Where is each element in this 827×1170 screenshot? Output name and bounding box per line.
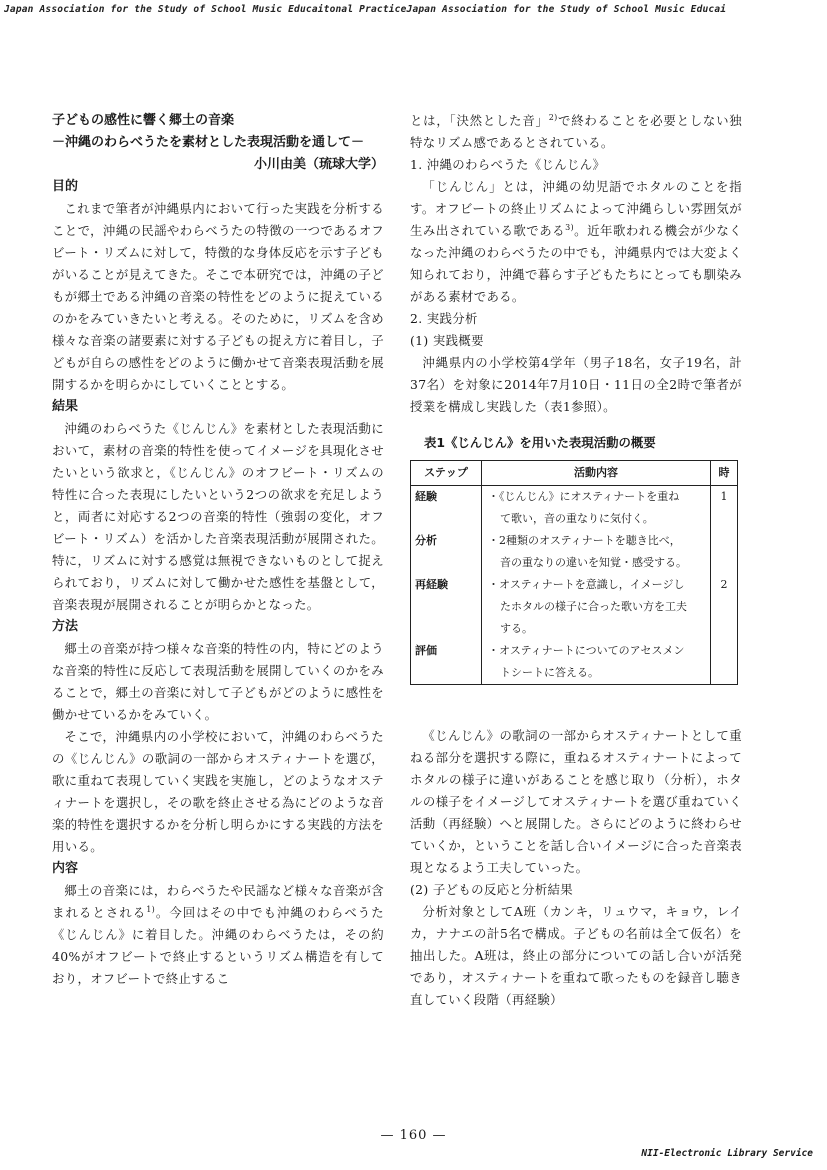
table-cell-step: 再経験 [411,574,482,640]
section-1-paragraph [410,176,742,308]
activity-line: ・オスティナートについてのアセスメン [488,644,685,657]
purpose-heading: 目的 [52,179,79,194]
table-cell-hours [711,640,738,685]
content-text-a: 郷土の音楽には，わらべうたや民謡など様々な音楽が含まれるとされる [52,883,384,920]
results-paragraph: 沖縄のわらべうた《じんじん》を素材とした表現活動において，素材の音楽的特性を使ってイメージを具現化させたいという欲求と，《じんじん》のオフビート・リズムの特性に合った表現にしたいという2つの欲求を充足しようと，両者に対応する2つの音楽的特性（強弱の変化，オフビート・リズム）を活かした音楽表現活動が展開された。特に，リズムに対する感覚は無視できないものとして捉えられており，リズムに対して働かせた感性を基盤として，音楽表現が展開されることが明らかとなった。 [52,421,384,612]
activity-line: ・2種類のオスティナートを聴き比べ， [488,534,681,547]
table-cell-hours: 2 [720,578,728,591]
activity-line: 音の重なりの違いを知覚・感受する。 [500,556,687,569]
footnote-ref-1: 1) [146,904,156,914]
table-header-hours: 時 [711,461,738,486]
table-header-step: ステップ [411,461,482,486]
subsection-2-heading: (2) 子どもの反応と分析結果 [410,882,574,897]
subsection-1-paragraph: 沖縄県内の小学校第4学年（男子18名，女子19名，計37名）を対象に2014年7月10日・11日の全2時で筆者が授業を構成し実践した（表1参照）。 [410,355,742,414]
footnote-ref-3: 3) [565,222,574,232]
section-2-heading: 2. 実践分析 [410,311,478,326]
table-header-row [411,461,738,486]
activity-line: する。 [500,622,533,635]
table-row [411,640,738,685]
continued-paragraph [410,110,742,154]
author-affiliation: 小川由美（琉球大学） [253,157,384,172]
after-table-paragraph: 《じんじん》の歌詞の一部からオスティナートとして重ねる部分を選択する際に，重ねるオスティナートによってホタルの様子に違いがあることを感じ取り（分析），ホタルの様子をイメージしてオスティナートを選び重ねていく活動（再経験）へと展開した。さらにどのように終わらせていくか，ということを話し合いイメージに合った音楽表現となるよう工夫していった。 [410,728,742,875]
section-1-text-a: 「じんじん」とは，沖縄の幼児語でホタルのことを指す。オフビートの終止リズムによって沖縄らしい雰囲気が生み出されている歌である [410,179,742,238]
right-column [410,110,742,1011]
table-cell-step: 分析 [411,530,482,574]
table-cell-activity [482,530,711,574]
activity-table [410,460,738,685]
section-1-text-b: 。近年歌われる機会が少なくなった沖縄のわらべうたの中でも，沖縄県内では大変よく知られており，沖縄で暮らす子どもたちにとっても馴染みがある素材である。 [410,223,742,304]
paper-subtitle: －沖縄のわらべうたを素材とした表現活動を通して－ [52,135,365,150]
content-text-b: 。今回はその中でも沖縄のわらべうた《じんじん》に着目した。沖縄のわらべうたは，その約40%がオフビートで終止するというリズム構造を有しており，オフビートで終止するこ [52,905,384,986]
table-cell-hours: 1 [720,490,728,503]
footer-service: NII-Electronic Library Service [641,1148,813,1159]
table-cell-activity [482,640,711,685]
subsection-2-paragraph: 分析対象としてA班（カンキ，リュウマ，キョウ，レイカ，ナナエの計5名で構成。子どもの名前は全て仮名）を抽出した。A班は，終止の部分についての話し合いが活発であり，オスティナートを重ねて歌ったものを録音し聴き直していく段階（再経験） [410,904,742,1007]
subsection-1-heading: (1) 実践概要 [410,333,484,348]
content-heading: 内容 [52,861,79,876]
footnote-ref-2: 2) [548,112,558,122]
activity-line: ・《じんじん》にオスティナートを重ね [488,490,680,503]
purpose-paragraph: これまで筆者が沖縄県内において行った実践を分析することで，沖縄の民謡やわらべうたの特徴の一つであるオフビート・リズムに対して，特徴的な身体反応を示す子どもがいることが見えてきた。そこで本研究では，沖縄の子どもが郷土である沖縄の音楽の特性をどのように捉えているのかをみていきたいと考える。そのために，リズムを含め様々な音楽の諸要素に対する子どもの捉え方に着目し，子どもが自らの感性をどのように働かせて音楽表現活動を展開するかを明らかにしていくこととする。 [52,201,384,392]
methods-heading: 方法 [52,619,79,634]
methods-paragraph-1: 郷土の音楽が持つ様々な音楽的特性の内，特にどのような音楽的特性に反応して表現活動を展開していくのかをみることで，郷土の音楽に対して子どもがどのように感性を働かせているかをみていく。 [52,641,384,722]
page-number: — 160 — [380,1128,447,1143]
table-row [411,574,738,640]
table-cell-activity [482,574,711,640]
table-cell-step: 経験 [411,486,482,531]
table-row [411,486,738,531]
activity-line: ・オスティナートを意識し，イメージし [488,578,685,591]
table-header-activity: 活動内容 [482,461,711,486]
table-cell-step: 評価 [411,640,482,685]
continued-text-b: で終わることを必要としない独特なリズム感であるとされている。 [410,113,742,150]
continued-text-a: とは，「決然とした音」 [410,113,549,128]
table-cell-activity [482,486,711,531]
section-1-heading: 1. 沖縄のわらべうた《じんじん》 [410,157,606,172]
table-caption: 表1《じんじん》を用いた表現活動の概要 [424,435,656,450]
activity-line: て歌い，音の重なりに気付く。 [500,512,654,525]
table-cell-hours [711,530,738,574]
activity-line: たホタルの様子に合った歌い方を工夫 [500,600,687,613]
results-heading: 結果 [52,399,79,414]
left-column [52,110,384,990]
content-paragraph [52,880,384,990]
methods-paragraph-2: そこで，沖縄県内の小学校において，沖縄のわらべうたの《じんじん》の歌詞の一部からオスティナートを選び，歌に重ねて表現していく実践を実施し，どのようなオスティナートを選択し，その歌を終止させる為にどのような音楽的特性を選択するかを分析し明らかにする実践的方法を用いる。 [52,729,384,854]
table-row [411,530,738,574]
page-header: Japan Association for the Study of School Music Educaitonal PracticeJapan Association for the Study of School Music Educai [4,4,727,15]
paper-title: 子どもの感性に響く郷土の音楽 [52,113,235,128]
activity-line: トシートに答える。 [500,666,599,679]
